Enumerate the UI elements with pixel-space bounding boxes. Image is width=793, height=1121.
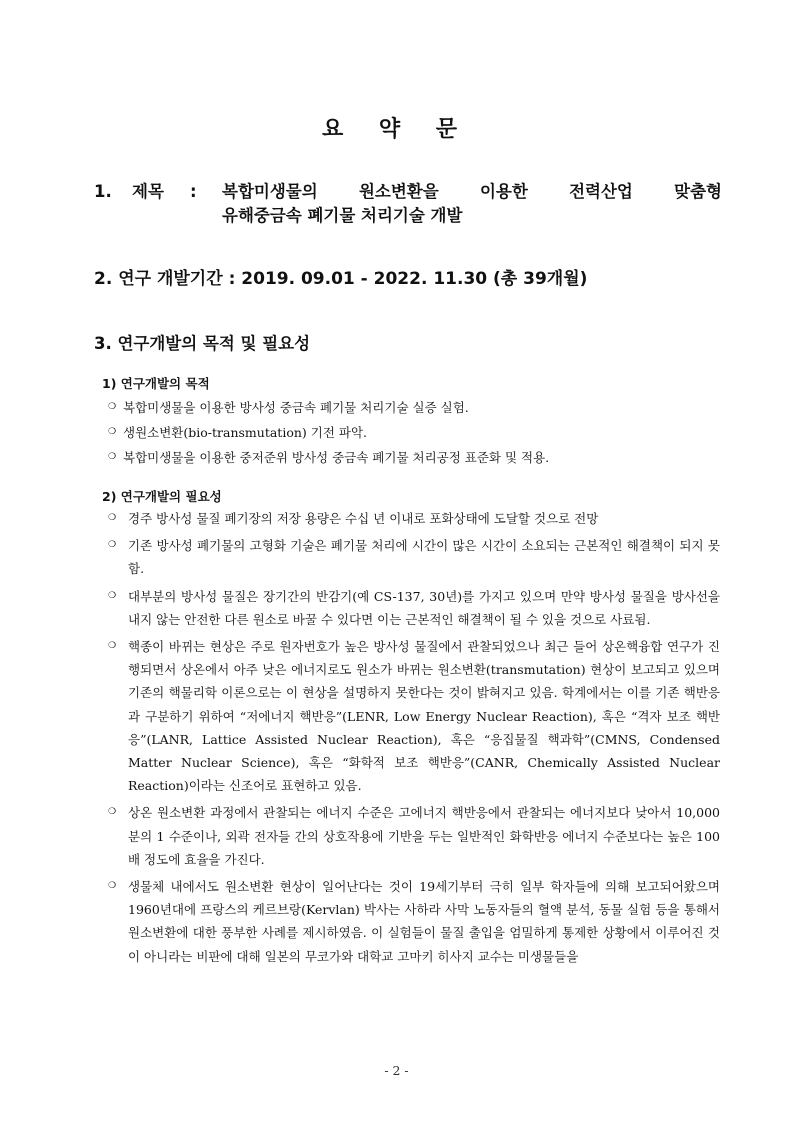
list-item: ❍ 상온 원소변환 과정에서 관찰되는 에너지 수준은 고에너지 핵반응에서 관찰되는 에너지보다 낮아서 10,000분의 1 수준이나, 외곽 전자들 간의 상호작용에 기반을 두는 일반적인 화학반응 에너지 수준보다는 높은 100배 정도에 효율을 가진다. [108, 801, 720, 871]
section-1-label: 제목 [132, 182, 164, 201]
page-title: 요 약 문 [321, 117, 472, 142]
hollow-square-bullet-icon: ❍ [108, 881, 117, 892]
section-3-heading: 3. 연구개발의 목적 및 필요성 [94, 334, 311, 353]
hollow-square-bullet-icon: ❍ [108, 807, 117, 818]
necessity-heading: 2) 연구개발의 필요성 [102, 489, 222, 504]
list-item: ❍ 핵종이 바뀌는 현상은 주로 원자번호가 높은 방사성 물질에서 관찰되었으나 최근 들어 상온핵융합 연구가 진행되면서 상온에서 아주 낮은 에너지로도 원소가 바뀌는 원소변환(transmutation) 현상이 보고되고 있으며 기존의 핵물리학 이론으로는 이 현상을 설명하지 못한다는 것이 밝혀지고 있음. 학계에서는 이를 기존 핵반응과 구분하기 위하여 “저에너지 핵반응”(LENR, Low Energy Nuclear Reaction), 혹은 “격자 보조 핵반응”(LANR, Lattice Assisted Nuclear Reaction), 혹은 “응집물질 핵과학”(CMNS, Condensed Matter Nuclear Science), 혹은 “화학적 보조 핵반응”(CANR, Chemically Assisted Nuclear Reaction)이라는 신조어로 표현하고 있음. [108, 635, 720, 797]
hollow-square-bullet-icon: ❍ [108, 590, 117, 601]
list-item: ❍ 대부분의 방사성 물질은 장기간의 반감기(예 CS-137, 30년)를 가지고 있으며 만약 방사성 물질을 방사선을 내지 않는 안전한 다른 원소로 바꿀 수 있다면 이는 근본적인 해결책이 될 수 있을 것으로 사료됨. [108, 585, 720, 631]
hollow-square-bullet-icon: ❍ [108, 427, 117, 437]
list-item: ❍ 생원소변환(bio-transmutation) 기전 파악. [108, 420, 668, 445]
hollow-square-bullet-icon: ❍ [108, 513, 117, 523]
list-item: ❍ 경주 방사성 물질 폐기장의 저장 용량은 수십 년 이내로 포화상태에 도달할 것으로 전망 [108, 507, 720, 530]
section-1-colon: : [190, 182, 197, 201]
section-1-title-line1: 복합미생물의 원소변환을 이용한 전력산업 맞춤형 [222, 182, 722, 201]
hollow-square-bullet-icon: ❍ [108, 641, 117, 652]
list-item: ❍ 생물체 내에서도 원소변환 현상이 일어난다는 것이 19세기부터 극히 일부 학자들에 의해 보고되어왔으며 1960년대에 프랑스의 케르브랑(Kervlan) 박사는 사하라 사막 노동자들의 혈액 분석, 동물 실험 등을 통해서 원소변환에 대한 풍부한 사례를 제시하였음. 이 실험들이 물질 출입을 엄밀하게 통제한 상황에서 이루어진 것이 아니라는 비판에 대해 일본의 무코가와 대학교 고마키 히사지 교수는 미생물들을 [108, 875, 720, 968]
purpose-list [108, 395, 668, 470]
necessity-list [108, 507, 720, 972]
section-2-period: 2. 연구 개발기간 : 2019. 09.01 - 2022. 11.30 (총 39개월) [94, 269, 588, 289]
list-item: ❍ 복합미생물을 이용한 방사성 중금속 폐기물 처리기술 실증 실험. [108, 395, 668, 420]
section-1-number: 1. [94, 182, 112, 201]
section-1-title-line2: 유해중금속 폐기물 처리기술 개발 [222, 206, 463, 225]
hollow-square-bullet-icon: ❍ [108, 452, 117, 462]
purpose-heading: 1) 연구개발의 목적 [102, 376, 210, 391]
hollow-square-bullet-icon: ❍ [108, 402, 117, 412]
list-item: ❍ 기존 방사성 폐기물의 고형화 기술은 폐기물 처리에 시간이 많은 시간이 소요되는 근본적인 해결책이 되지 못함. [108, 534, 720, 580]
hollow-square-bullet-icon: ❍ [108, 540, 117, 551]
list-item: ❍ 복합미생물을 이용한 중저준위 방사성 중금속 폐기물 처리공정 표준화 및 적용. [108, 445, 668, 470]
page-number: - 2 - [384, 1063, 409, 1078]
